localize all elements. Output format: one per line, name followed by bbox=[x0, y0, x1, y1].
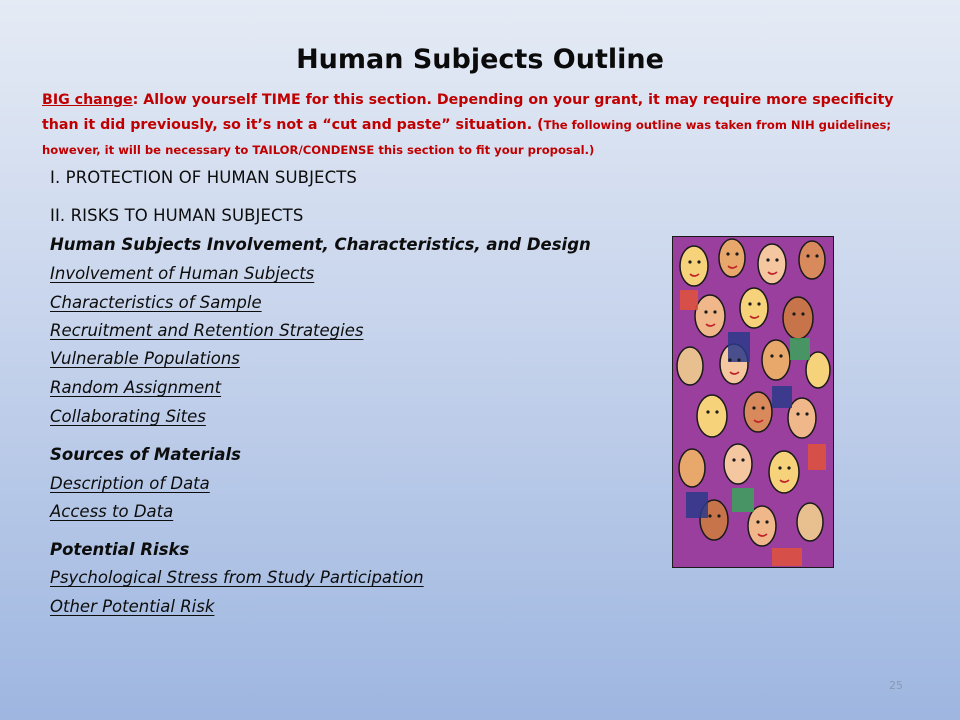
outline-item: Access to Data bbox=[50, 502, 174, 521]
intro-note: The following outline was taken from NIH guidelines; however, it will be necessary to TAILOR/CONDENSE this section to fit your proposal.) bbox=[42, 118, 891, 157]
intro-separator: : bbox=[132, 92, 139, 108]
subheading-sources: Sources of Materials bbox=[50, 445, 241, 464]
big-change-label: BIG change bbox=[42, 92, 133, 108]
outline-item: Other Potential Risk bbox=[50, 597, 215, 616]
outline-item: Description of Data bbox=[50, 474, 210, 493]
intro-paragraph bbox=[42, 88, 922, 163]
outline-item: Characteristics of Sample bbox=[50, 293, 262, 312]
slide-title: Human Subjects Outline bbox=[296, 44, 664, 75]
section-risks: II. RISKS TO HUMAN SUBJECTS bbox=[50, 206, 304, 225]
intro-text: Allow yourself TIME for this section. Depending on your grant, it may require more specificity than it did previously, so it’s not a “cut and paste” situation. ( bbox=[42, 92, 894, 133]
outline-item: Recruitment and Retention Strategies bbox=[50, 321, 364, 340]
outline-item: Random Assignment bbox=[50, 378, 222, 397]
outline-item: Vulnerable Populations bbox=[50, 349, 240, 368]
subheading-involvement: Human Subjects Involvement, Characteristics, and Design bbox=[50, 235, 591, 254]
subheading-risks: Potential Risks bbox=[50, 540, 190, 559]
section-protection: I. PROTECTION OF HUMAN SUBJECTS bbox=[50, 168, 357, 187]
page-number: 25 bbox=[889, 679, 903, 692]
outline-item: Involvement of Human Subjects bbox=[50, 264, 315, 283]
crowd-of-people-illustration bbox=[672, 236, 834, 568]
outline-item: Collaborating Sites bbox=[50, 407, 206, 426]
outline-item: Psychological Stress from Study Participation bbox=[50, 568, 424, 587]
